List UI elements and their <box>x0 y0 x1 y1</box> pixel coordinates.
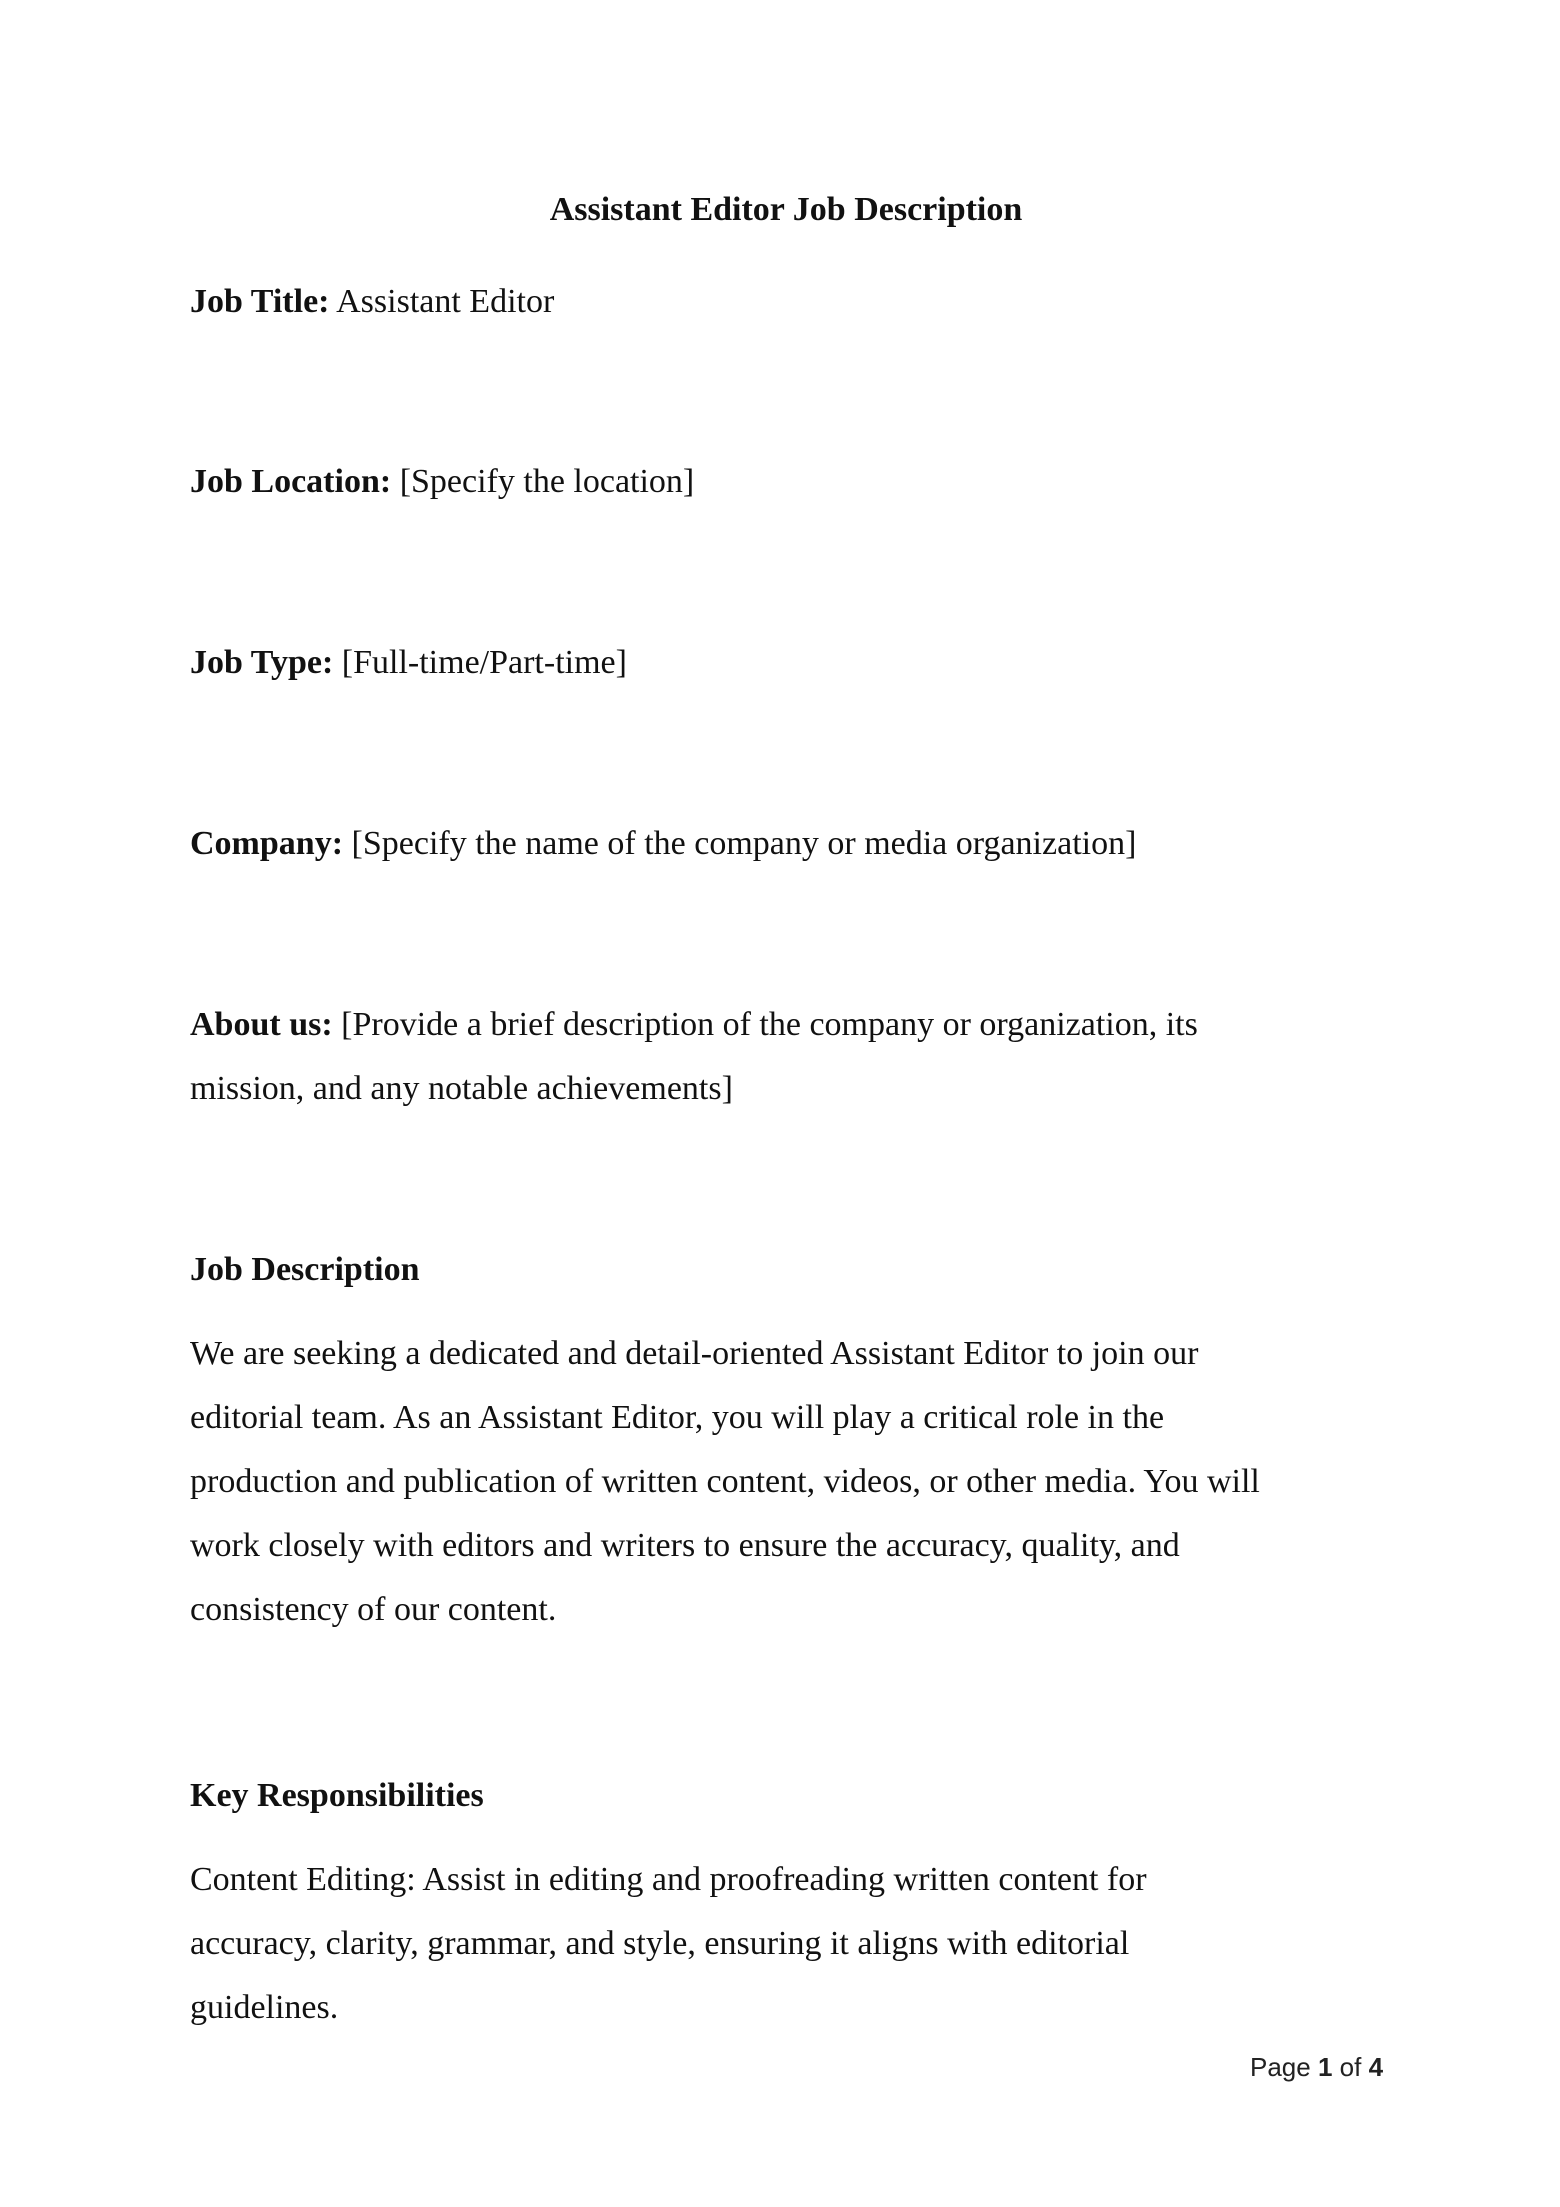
paragraph-line: consistency of our content. <box>190 1591 557 1628</box>
field-label: Job Type: <box>190 644 334 681</box>
section-heading-key-responsibilities: Key Responsibilities <box>190 1777 484 1814</box>
field-job-title <box>190 282 554 322</box>
field-company <box>190 824 1136 864</box>
page-number-footer <box>1250 2052 1383 2083</box>
field-label: Job Location: <box>190 463 392 500</box>
section-heading-job-description: Job Description <box>190 1251 420 1288</box>
field-label: Job Title: <box>190 283 330 320</box>
paragraph-line: accuracy, clarity, grammar, and style, ensuring it aligns with editorial <box>190 1925 1130 1962</box>
field-job-location <box>190 462 694 502</box>
paragraph-line: editorial team. As an Assistant Editor, you will play a critical role in the <box>190 1399 1165 1436</box>
field-label: Company: <box>190 825 344 862</box>
paragraph-line: We are seeking a dedicated and detail-oriented Assistant Editor to join our <box>190 1335 1199 1372</box>
page-title: Assistant Editor Job Description <box>549 191 1023 228</box>
paragraph-line: Content Editing: Assist in editing and proofreading written content for <box>190 1861 1147 1898</box>
field-job-type <box>190 643 627 683</box>
footer-middle: of <box>1332 2052 1369 2082</box>
field-value: [Specify the location] <box>391 463 695 500</box>
paragraph-line: production and publication of written content, videos, or other media. You will <box>190 1463 1260 1500</box>
job-description-paragraph <box>190 1322 1390 1642</box>
field-value: Assistant Editor <box>329 283 555 320</box>
field-label: About us: <box>190 1006 333 1043</box>
footer-prefix: Page <box>1250 2052 1318 2082</box>
paragraph-line: work closely with editors and writers to ensure the accuracy, quality, and <box>190 1527 1180 1564</box>
field-value: [Specify the name of the company or media organization] <box>343 825 1137 862</box>
field-about-us-continued: mission, and any notable achievements] <box>190 1070 733 1107</box>
key-responsibilities-paragraph <box>190 1848 1390 2040</box>
field-about-us <box>190 1005 1198 1045</box>
paragraph-line: guidelines. <box>190 1989 339 2026</box>
footer-current-page: 1 <box>1317 2052 1333 2082</box>
footer-total-pages: 4 <box>1368 2052 1384 2082</box>
field-value: [Full-time/Part-time] <box>333 644 627 681</box>
field-value: [Provide a brief description of the company or organization, its <box>332 1006 1198 1043</box>
